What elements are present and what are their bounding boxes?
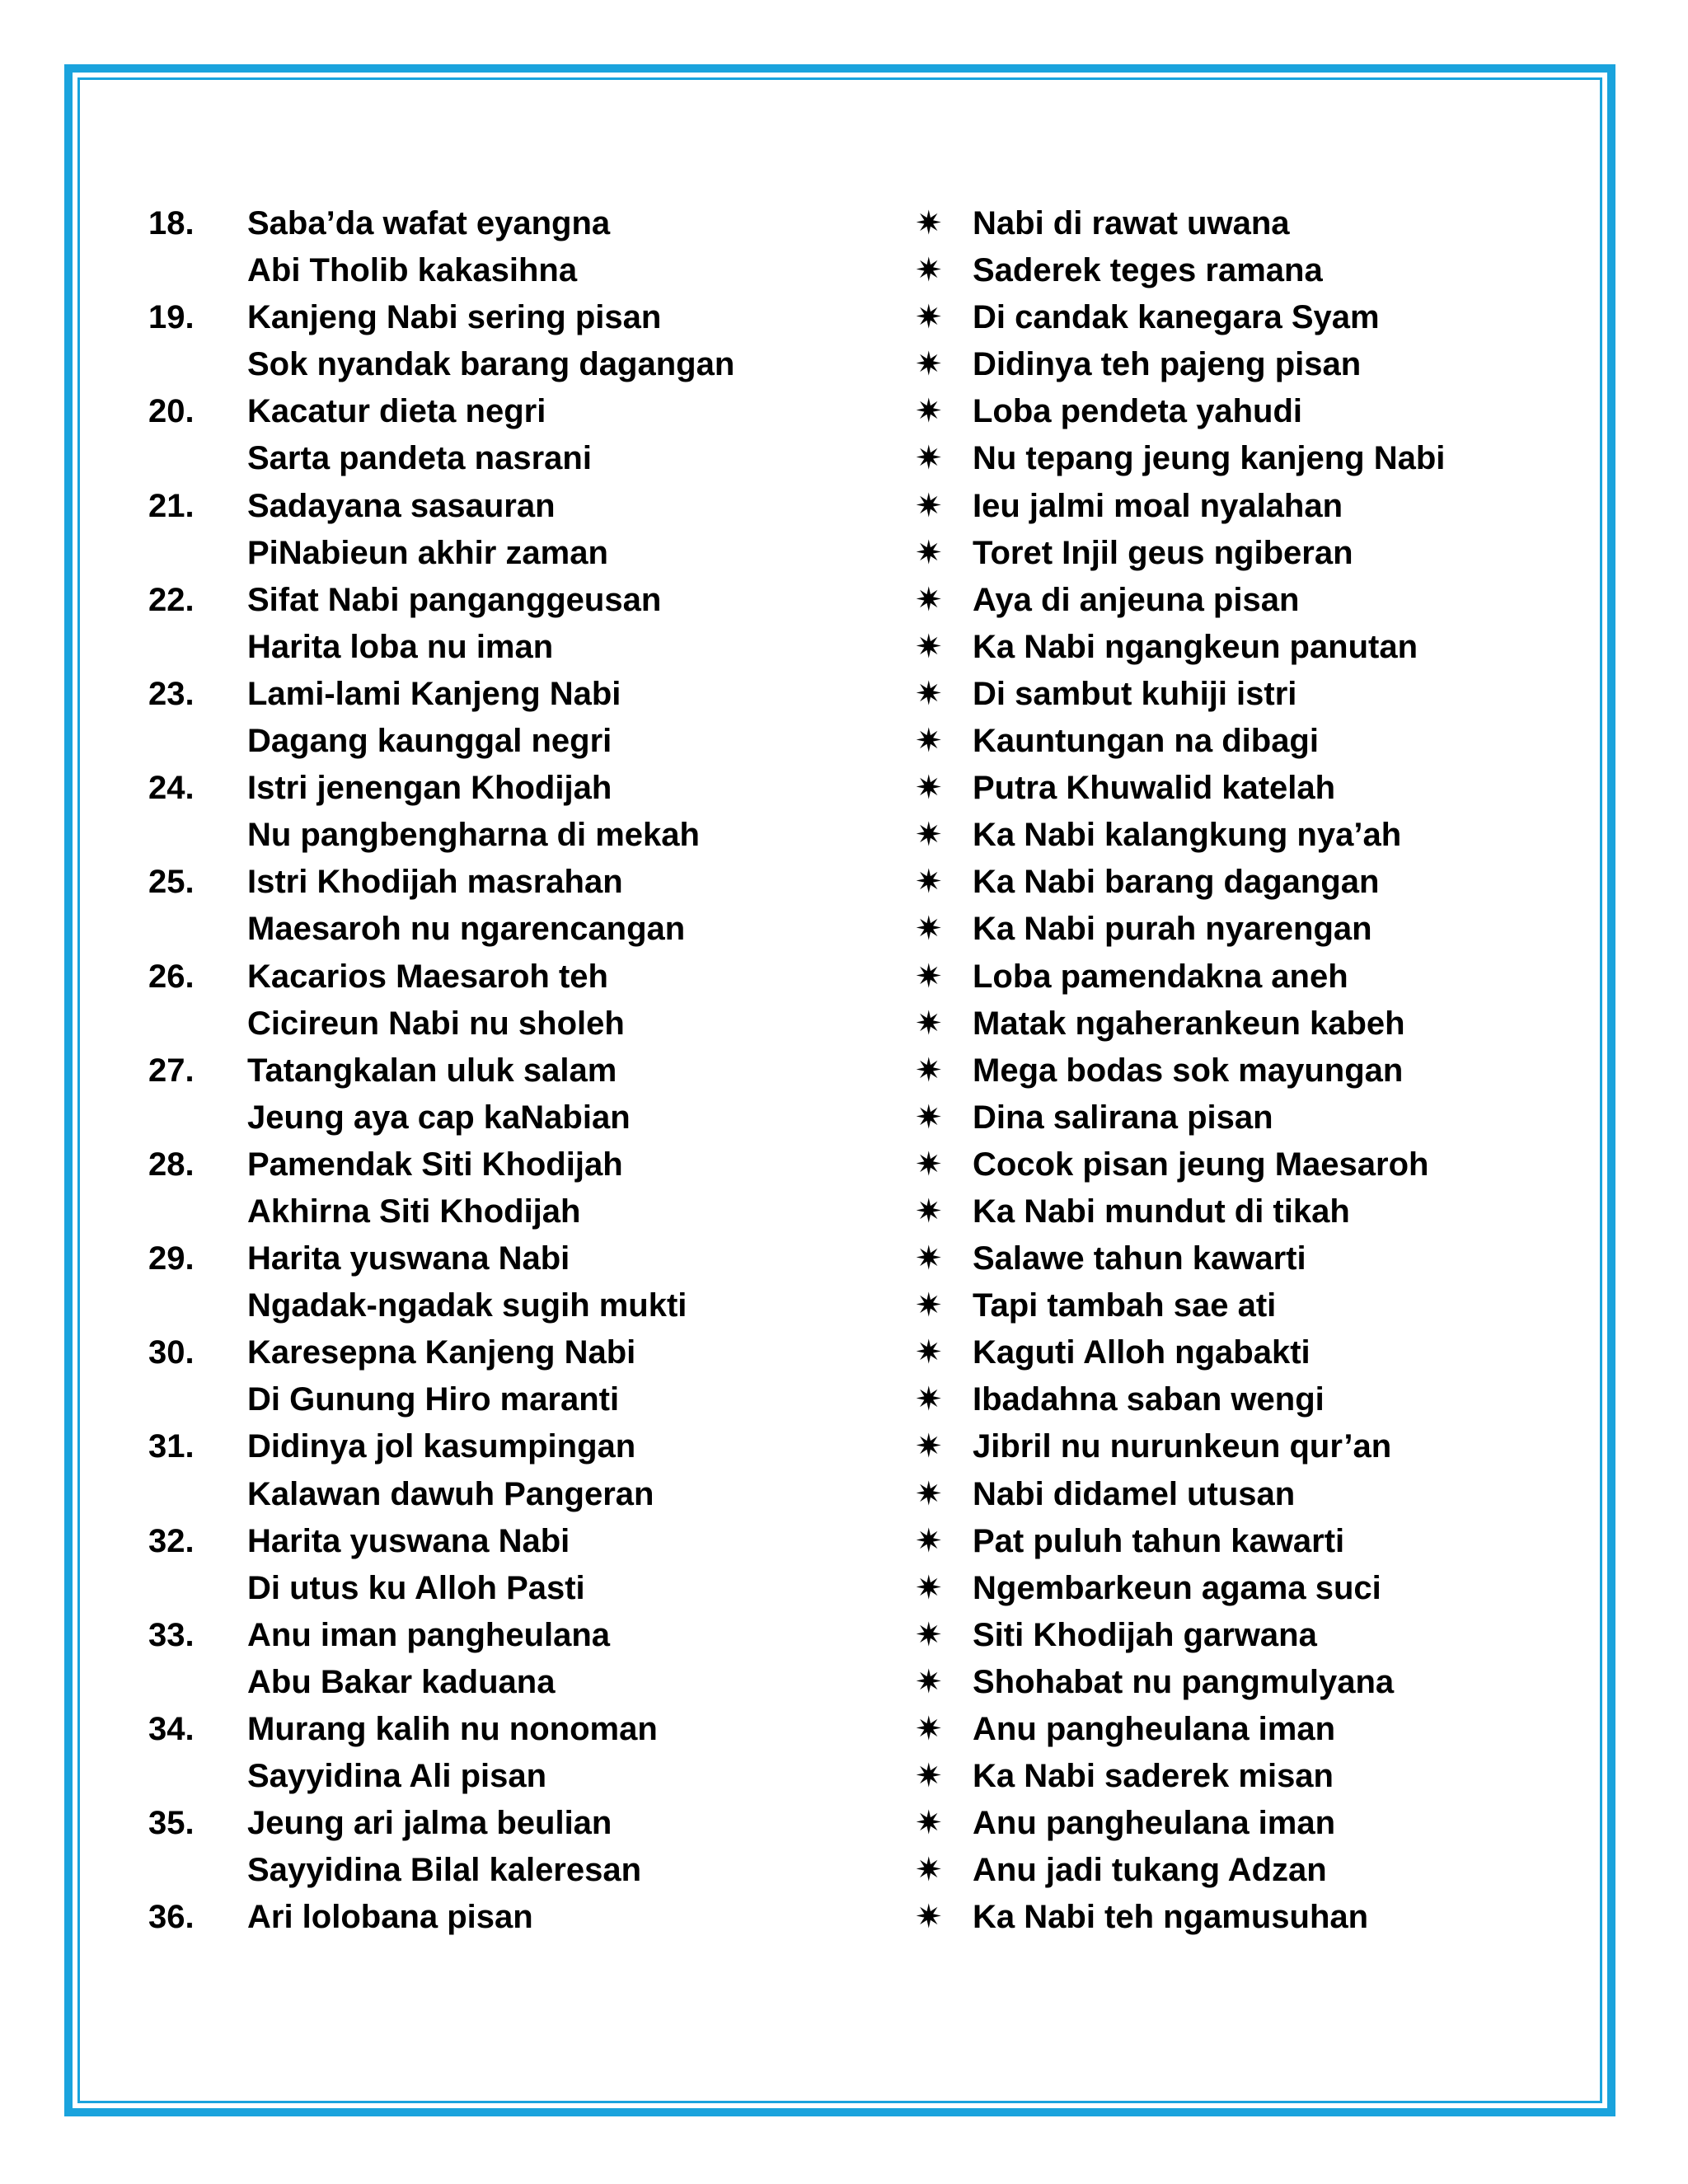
left-verse: Istri jenengan Khodijah bbox=[247, 770, 612, 807]
stanza-number: 20. bbox=[148, 393, 195, 430]
right-verse: Shohabat nu pangmulyana bbox=[973, 1663, 1395, 1700]
right-verse: Ka Nabi ngangkeun panutan bbox=[973, 628, 1418, 665]
left-verse: Harita loba nu iman bbox=[247, 628, 554, 665]
left-verse: Abi Tholib kakasihna bbox=[247, 252, 578, 289]
poem-line bbox=[148, 624, 1550, 671]
right-verse: Putra Khuwalid katelah bbox=[973, 770, 1336, 807]
poem-line bbox=[148, 765, 1550, 812]
left-verse: Tatangkalan uluk salam bbox=[247, 1052, 617, 1089]
right-verse: Cocok pisan jeung Maesaroh bbox=[973, 1146, 1429, 1183]
poem-line bbox=[148, 859, 1550, 906]
left-verse: Anu iman pangheulana bbox=[247, 1616, 611, 1653]
left-verse: Didinya jol kasumpingan bbox=[247, 1428, 636, 1465]
star-burst-icon: ✷ bbox=[915, 1193, 943, 1230]
poem-line bbox=[148, 1282, 1550, 1329]
right-verse: Loba pendeta yahudi bbox=[973, 393, 1303, 430]
left-verse: Sarta pandeta nasrani bbox=[247, 440, 592, 477]
star-burst-icon: ✷ bbox=[915, 1287, 943, 1324]
star-burst-icon: ✷ bbox=[915, 1758, 943, 1795]
poem-line bbox=[148, 1188, 1550, 1235]
star-burst-icon: ✷ bbox=[915, 675, 943, 712]
stanza-number: 24. bbox=[148, 770, 195, 807]
poem-line bbox=[148, 1235, 1550, 1282]
stanza-number: 25. bbox=[148, 864, 195, 901]
left-verse: Kanjeng Nabi sering pisan bbox=[247, 299, 662, 336]
stanza-number: 34. bbox=[148, 1711, 195, 1747]
star-burst-icon: ✷ bbox=[915, 1334, 943, 1371]
star-burst-icon: ✷ bbox=[915, 1899, 943, 1936]
star-burst-icon: ✷ bbox=[915, 911, 943, 948]
poem-line bbox=[148, 341, 1550, 388]
left-verse: Sadayana sasauran bbox=[247, 487, 556, 524]
star-burst-icon: ✷ bbox=[915, 723, 943, 760]
star-burst-icon: ✷ bbox=[915, 1428, 943, 1465]
poem-line bbox=[148, 1659, 1550, 1706]
poem-line bbox=[148, 200, 1550, 247]
poem-line bbox=[148, 1001, 1550, 1047]
right-verse: Anu pangheulana iman bbox=[973, 1711, 1336, 1747]
poem-line bbox=[148, 1376, 1550, 1423]
left-verse: Sifat Nabi panganggeusan bbox=[247, 581, 662, 618]
star-burst-icon: ✷ bbox=[915, 628, 943, 665]
poem-line bbox=[148, 435, 1550, 482]
left-verse: Lami-lami Kanjeng Nabi bbox=[247, 675, 621, 712]
left-verse: Jeung ari jalma beulian bbox=[247, 1805, 612, 1842]
poem-line bbox=[148, 577, 1550, 624]
right-verse: Di candak kanegara Syam bbox=[973, 299, 1380, 336]
stanza-number: 36. bbox=[148, 1899, 195, 1936]
left-verse: Nu pangbengharna di mekah bbox=[247, 817, 700, 854]
left-verse: Dagang kaunggal negri bbox=[247, 723, 612, 760]
star-burst-icon: ✷ bbox=[915, 1052, 943, 1089]
left-verse: Sayyidina Ali pisan bbox=[247, 1758, 547, 1795]
poem-line bbox=[148, 1753, 1550, 1800]
poem-line bbox=[148, 1565, 1550, 1612]
star-burst-icon: ✷ bbox=[915, 770, 943, 807]
right-verse: Mega bodas sok mayungan bbox=[973, 1052, 1404, 1089]
stanza-number: 31. bbox=[148, 1428, 195, 1465]
poem-line bbox=[148, 1094, 1550, 1141]
stanza-number: 30. bbox=[148, 1334, 195, 1371]
poem-line bbox=[148, 1047, 1550, 1094]
star-burst-icon: ✷ bbox=[915, 205, 943, 241]
star-burst-icon: ✷ bbox=[915, 1475, 943, 1512]
right-verse: Salawe tahun kawarti bbox=[973, 1240, 1306, 1277]
star-burst-icon: ✷ bbox=[915, 1663, 943, 1700]
poem-line bbox=[148, 1423, 1550, 1470]
star-burst-icon: ✷ bbox=[915, 487, 943, 524]
poem-line bbox=[148, 1518, 1550, 1565]
right-verse: Jibril nu nurunkeun qur’an bbox=[973, 1428, 1392, 1465]
poem-line bbox=[148, 388, 1550, 435]
right-verse: Kaguti Alloh ngabakti bbox=[973, 1334, 1311, 1371]
stanza-number: 32. bbox=[148, 1522, 195, 1559]
left-verse: Sayyidina Bilal kaleresan bbox=[247, 1852, 642, 1889]
left-verse: Istri Khodijah masrahan bbox=[247, 864, 623, 901]
star-burst-icon: ✷ bbox=[915, 440, 943, 477]
star-burst-icon: ✷ bbox=[915, 1522, 943, 1559]
left-verse: Harita yuswana Nabi bbox=[247, 1240, 570, 1277]
left-verse: Abu Bakar kaduana bbox=[247, 1663, 556, 1700]
star-burst-icon: ✷ bbox=[915, 817, 943, 854]
right-verse: Saderek teges ramana bbox=[973, 252, 1323, 289]
stanza-number: 33. bbox=[148, 1616, 195, 1653]
left-verse: Akhirna Siti Khodijah bbox=[247, 1193, 581, 1230]
left-verse: Jeung aya cap kaNabian bbox=[247, 1099, 631, 1136]
right-verse: Pat puluh tahun kawarti bbox=[973, 1522, 1345, 1559]
left-verse: PiNabieun akhir zaman bbox=[247, 534, 608, 571]
right-verse: Nabi didamel utusan bbox=[973, 1475, 1296, 1512]
poem-line bbox=[148, 1141, 1550, 1188]
left-verse: Sok nyandak barang dagangan bbox=[247, 346, 735, 383]
poem-line bbox=[148, 954, 1550, 1001]
poem-line bbox=[148, 247, 1550, 294]
left-verse: Kacatur dieta negri bbox=[247, 393, 546, 430]
right-verse: Di sambut kuhiji istri bbox=[973, 675, 1297, 712]
left-verse: Pamendak Siti Khodijah bbox=[247, 1146, 623, 1183]
right-verse: Toret Injil geus ngiberan bbox=[973, 534, 1353, 571]
star-burst-icon: ✷ bbox=[915, 1099, 943, 1136]
left-verse: Murang kalih nu nonoman bbox=[247, 1711, 658, 1747]
right-verse: Didinya teh pajeng pisan bbox=[973, 346, 1362, 383]
star-burst-icon: ✷ bbox=[915, 346, 943, 383]
star-burst-icon: ✷ bbox=[915, 1381, 943, 1418]
right-verse: Dina salirana pisan bbox=[973, 1099, 1273, 1136]
poem-line bbox=[148, 294, 1550, 341]
left-verse: Saba’da wafat eyangna bbox=[247, 205, 611, 241]
poem-line bbox=[148, 530, 1550, 577]
star-burst-icon: ✷ bbox=[915, 1146, 943, 1183]
star-burst-icon: ✷ bbox=[915, 1005, 943, 1042]
left-verse: Ngadak-ngadak sugih mukti bbox=[247, 1287, 687, 1324]
poem-line bbox=[148, 812, 1550, 859]
poem-line bbox=[148, 1894, 1550, 1941]
poem-line bbox=[148, 906, 1550, 953]
left-verse: Karesepna Kanjeng Nabi bbox=[247, 1334, 636, 1371]
poem-line bbox=[148, 1800, 1550, 1847]
right-verse: Loba pamendakna aneh bbox=[973, 958, 1348, 995]
poem-lines bbox=[148, 200, 1550, 1941]
stanza-number: 28. bbox=[148, 1146, 195, 1183]
star-burst-icon: ✷ bbox=[915, 1569, 943, 1606]
left-verse: Harita yuswana Nabi bbox=[247, 1522, 570, 1559]
right-verse: Matak ngaherankeun kabeh bbox=[973, 1005, 1405, 1042]
poem-line bbox=[148, 1471, 1550, 1518]
stanza-number: 26. bbox=[148, 958, 195, 995]
poem-line bbox=[148, 1706, 1550, 1753]
star-burst-icon: ✷ bbox=[915, 1711, 943, 1747]
stanza-number: 23. bbox=[148, 675, 195, 712]
right-verse: Ka Nabi purah nyarengan bbox=[973, 911, 1372, 948]
stanza-number: 19. bbox=[148, 299, 195, 336]
star-burst-icon: ✷ bbox=[915, 299, 943, 336]
right-verse: Anu jadi tukang Adzan bbox=[973, 1852, 1327, 1889]
left-verse: Di Gunung Hiro maranti bbox=[247, 1381, 620, 1418]
stanza-number: 21. bbox=[148, 487, 195, 524]
stanza-number: 18. bbox=[148, 205, 195, 241]
star-burst-icon: ✷ bbox=[915, 864, 943, 901]
star-burst-icon: ✷ bbox=[915, 1852, 943, 1889]
right-verse: Ngembarkeun agama suci bbox=[973, 1569, 1381, 1606]
left-verse: Kacarios Maesaroh teh bbox=[247, 958, 608, 995]
right-verse: Ka Nabi teh ngamusuhan bbox=[973, 1899, 1369, 1936]
right-verse: Aya di anjeuna pisan bbox=[973, 581, 1300, 618]
poem-line bbox=[148, 718, 1550, 765]
poem-line bbox=[148, 1329, 1550, 1376]
poem-line bbox=[148, 1612, 1550, 1659]
star-burst-icon: ✷ bbox=[915, 252, 943, 289]
left-verse: Cicireun Nabi nu sholeh bbox=[247, 1005, 625, 1042]
right-verse: Siti Khodijah garwana bbox=[973, 1616, 1317, 1653]
stanza-number: 35. bbox=[148, 1805, 195, 1842]
right-verse: Tapi tambah sae ati bbox=[973, 1287, 1277, 1324]
left-verse: Ari lolobana pisan bbox=[247, 1899, 533, 1936]
right-verse: Anu pangheulana iman bbox=[973, 1805, 1336, 1842]
stanza-number: 27. bbox=[148, 1052, 195, 1089]
stanza-number: 29. bbox=[148, 1240, 195, 1277]
poem-line bbox=[148, 1847, 1550, 1894]
star-burst-icon: ✷ bbox=[915, 1805, 943, 1842]
right-verse: Ka Nabi kalangkung nya’ah bbox=[973, 817, 1402, 854]
star-burst-icon: ✷ bbox=[915, 581, 943, 618]
right-verse: Ka Nabi mundut di tikah bbox=[973, 1193, 1350, 1230]
star-burst-icon: ✷ bbox=[915, 393, 943, 430]
left-verse: Kalawan dawuh Pangeran bbox=[247, 1475, 654, 1512]
star-burst-icon: ✷ bbox=[915, 1240, 943, 1277]
right-verse: Ibadahna saban wengi bbox=[973, 1381, 1325, 1418]
poem-line bbox=[148, 671, 1550, 718]
right-verse: Ka Nabi barang dagangan bbox=[973, 864, 1380, 901]
poem-line bbox=[148, 483, 1550, 530]
right-verse: Nu tepang jeung kanjeng Nabi bbox=[973, 440, 1446, 477]
star-burst-icon: ✷ bbox=[915, 958, 943, 995]
right-verse: Ieu jalmi moal nyalahan bbox=[973, 487, 1343, 524]
left-verse: Di utus ku Alloh Pasti bbox=[247, 1569, 585, 1606]
right-verse: Ka Nabi saderek misan bbox=[973, 1758, 1334, 1795]
left-verse: Maesaroh nu ngarencangan bbox=[247, 911, 686, 948]
star-burst-icon: ✷ bbox=[915, 1616, 943, 1653]
right-verse: Kauntungan na dibagi bbox=[973, 723, 1319, 760]
stanza-number: 22. bbox=[148, 581, 195, 618]
star-burst-icon: ✷ bbox=[915, 534, 943, 571]
right-verse: Nabi di rawat uwana bbox=[973, 205, 1290, 241]
